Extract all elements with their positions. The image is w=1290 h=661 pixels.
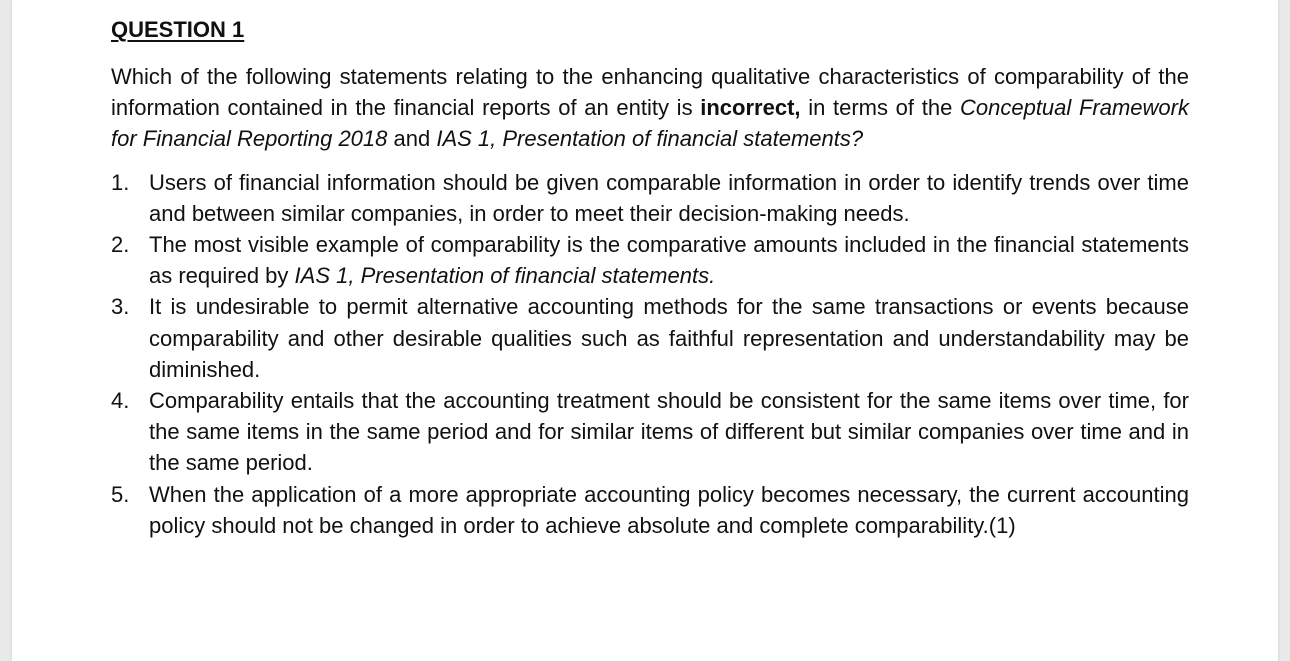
document-page <box>12 0 1278 661</box>
option-number: 2. <box>111 232 130 258</box>
stem-text-2: in terms of the <box>800 95 960 121</box>
option-number: 1. <box>111 169 130 195</box>
option-text: It is undesirable to permit alternative accounting methods for the same transactions or events because comparability and other desirable qualities such as faithful representation and understandability may be diminished. <box>149 294 1189 382</box>
stem-italic-ias1: IAS 1, Presentation of financial statements? <box>436 126 864 152</box>
question-content <box>111 14 1189 541</box>
option-text: When the application of a more appropriate accounting policy becomes necessary, the current accounting policy should not be changed in order to achieve absolute and complete comparability.(1) <box>149 481 1189 538</box>
answer-options-list <box>111 167 1189 541</box>
answer-option-1 <box>111 167 1189 229</box>
option-number: 3. <box>111 294 130 320</box>
question-stem <box>111 61 1189 155</box>
option-number: 4. <box>111 388 130 414</box>
answer-option-3 <box>111 291 1189 385</box>
stem-italic-framework: Conceptual Framework for Financial Reporting 2018 <box>111 95 1189 152</box>
option-text: Users of financial information should be given comparable information in order to identify trends over time and between similar companies, in order to meet their decision-making needs. <box>149 169 1189 226</box>
option-number: 5. <box>111 481 130 507</box>
answer-option-5 <box>111 479 1189 541</box>
option-text: Comparability entails that the accounting treatment should be consistent for the same items over time, for the same items in the same period and for similar items of different but similar companies over time and in the same period. <box>149 388 1189 476</box>
option-italic-ias1: IAS 1, Presentation of financial statements. <box>294 263 716 289</box>
question-heading: QUESTION 1 <box>111 17 245 42</box>
answer-option-4 <box>111 385 1189 479</box>
option-text: The most visible example of comparability is the comparative amounts included in the financial statements as required by <box>149 232 1189 289</box>
stem-text-3: and <box>387 126 437 152</box>
answer-option-2 <box>111 229 1189 291</box>
stem-bold-incorrect: incorrect, <box>700 95 801 121</box>
stem-text-1: Which of the following statements relating to the enhancing qualitative characteristics of comparability of the information contained in the financial reports of an entity is <box>111 64 1189 121</box>
